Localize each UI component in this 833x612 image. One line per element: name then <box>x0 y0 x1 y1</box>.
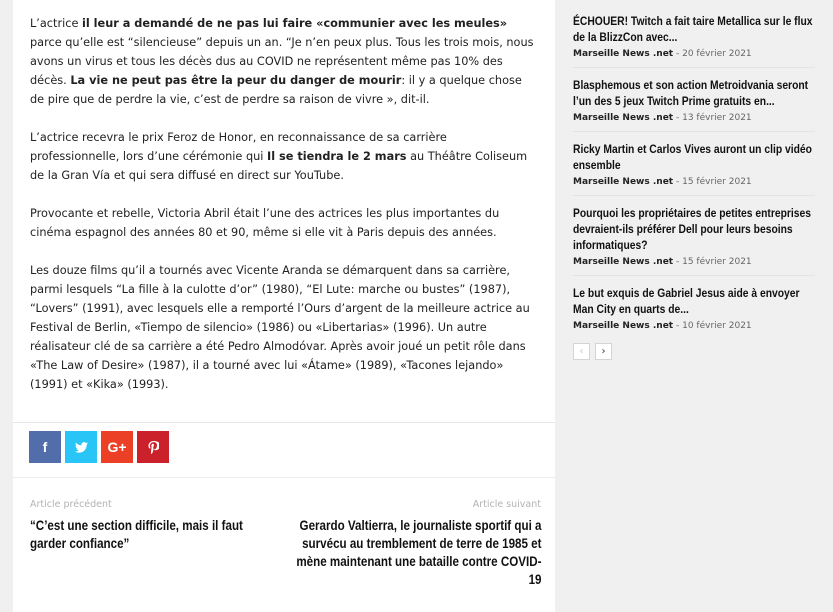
post-source[interactable]: Marseille News .net <box>573 257 674 267</box>
related-post-title[interactable]: Ricky Martin et Carlos Vives auront un clip vidéo ensemble <box>573 142 812 172</box>
post-source[interactable]: Marseille News .net <box>573 177 674 187</box>
twitter-icon <box>75 442 88 453</box>
previous-article-title[interactable]: “C’est une section difficile, mais il faut garder confiance” <box>30 518 243 551</box>
post-date: 13 février 2021 <box>682 113 752 123</box>
main-content <box>13 0 555 612</box>
paragraph-2: L’actrice recevra le prix Feroz de Honor, en reconnaissance de sa carrière professionnelle, lors d’une cérémonie qui Il se tiendra le 2 mars au Théâtre Coliseum de la Gran Vía et qui sera diffusé en direct sur YouTube. <box>30 131 528 182</box>
related-post-meta: Marseille News .net - 10 février 2021 <box>573 321 752 331</box>
post-date: 20 février 2021 <box>682 49 752 59</box>
pinterest-icon <box>148 441 159 454</box>
previous-article-label: Article précédent <box>30 499 112 510</box>
pinterest-share-button[interactable] <box>137 431 169 463</box>
pagination <box>573 343 815 360</box>
article-body <box>30 14 538 413</box>
twitter-share-button[interactable] <box>65 431 97 463</box>
pager-prev-button[interactable] <box>573 343 590 360</box>
chevron-left-icon: ‹ <box>579 346 584 357</box>
paragraph-1: L’actrice il leur a demandé de ne pas lui faire «communier avec les meules» parce qu’elle est “silencieuse” depuis un an. “Je n’en peux plus. Tous les trois mois, nous avons un virus et tous les décès dus au COVID ne représentent même pas 10% des décès. La vie ne peut pas être la peur du danger de mourir: il y a quelque chose de pire que de perdre la vie, c’est de perdre sa raison de vivre », dit-il. <box>30 17 534 106</box>
next-article-title[interactable]: Gerardo Valtierra, le journaliste sportif qui a survécu au tremblement de terre de 1985 et mène maintenant une bataille contre COVID-19 <box>295 518 541 587</box>
next-article-link[interactable] <box>291 499 541 589</box>
previous-article-link[interactable] <box>30 499 260 553</box>
googleplus-share-button[interactable] <box>101 431 133 463</box>
facebook-share-button[interactable] <box>29 431 61 463</box>
related-post-meta: Marseille News .net - 15 février 2021 <box>573 177 752 187</box>
sidebar-related-posts <box>573 0 815 360</box>
facebook-icon: f <box>42 439 48 455</box>
post-source[interactable]: Marseille News .net <box>573 113 674 123</box>
next-article-label: Article suivant <box>472 499 541 510</box>
paragraph-4: Les douze films qu’il a tournés avec Vicente Aranda se démarquent dans sa carrière, parmi lesquels “La fille à la culotte d’or” (1980), “El Lute: marche ou bustes” (1987), “Lovers” (1991), avec lesquels elle a remporté l’Ours d’argent de la meilleure actrice au Festival de Berlin, «Tiempo de silencio» (1986) ou «Libertarias» (1996). Un autre réalisateur clé de sa carrière a été Pedro Almodóvar. Après avoir joué un petit rôle dans «The Law of Desire» (1987), il a tourné avec lui «Átame» (1989), «Tacones lejando» (1991) et «Kika» (1993). <box>30 264 530 391</box>
chevron-right-icon: › <box>601 346 606 357</box>
post-date: 10 février 2021 <box>682 321 752 331</box>
divider <box>573 275 815 276</box>
list-item[interactable] <box>573 13 815 59</box>
related-post-meta: Marseille News .net - 13 février 2021 <box>573 113 752 123</box>
list-item[interactable] <box>573 141 815 187</box>
divider <box>13 422 555 423</box>
list-item[interactable] <box>573 285 815 331</box>
list-item[interactable] <box>573 205 815 267</box>
paragraph-3: Provocante et rebelle, Victoria Abril était l’une des actrices les plus importantes du cinéma espagnol des années 80 et 90, même si elle vit à Paris depuis des années. <box>30 207 500 239</box>
post-date: 15 février 2021 <box>682 177 752 187</box>
pager-next-button[interactable] <box>595 343 612 360</box>
divider <box>573 131 815 132</box>
divider <box>573 67 815 68</box>
share-buttons <box>29 431 169 463</box>
related-post-title[interactable]: Le but exquis de Gabriel Jesus aide à envoyer Man City en quarts de... <box>573 286 800 316</box>
related-post-title[interactable]: ÉCHOUER! Twitch a fait taire Metallica sur le flux de la BlizzCon avec... <box>573 14 813 44</box>
related-post-meta: Marseille News .net - 15 février 2021 <box>573 257 752 267</box>
related-post-meta: Marseille News .net - 20 février 2021 <box>573 49 752 59</box>
divider <box>13 477 555 478</box>
post-source[interactable]: Marseille News .net <box>573 49 674 59</box>
related-post-title[interactable]: Pourquoi les propriétaires de petites entreprises devraient-ils préférer Dell pour leurs besoins informatiques? <box>573 206 812 252</box>
list-item[interactable] <box>573 77 815 123</box>
post-source[interactable]: Marseille News .net <box>573 321 674 331</box>
divider <box>573 195 815 196</box>
related-post-title[interactable]: Blasphemous et son action Metroidvania seront l’un des 5 jeux Twitch Prime gratuits en... <box>573 78 809 108</box>
googleplus-icon: G+ <box>107 439 127 455</box>
post-date: 15 février 2021 <box>682 257 752 267</box>
